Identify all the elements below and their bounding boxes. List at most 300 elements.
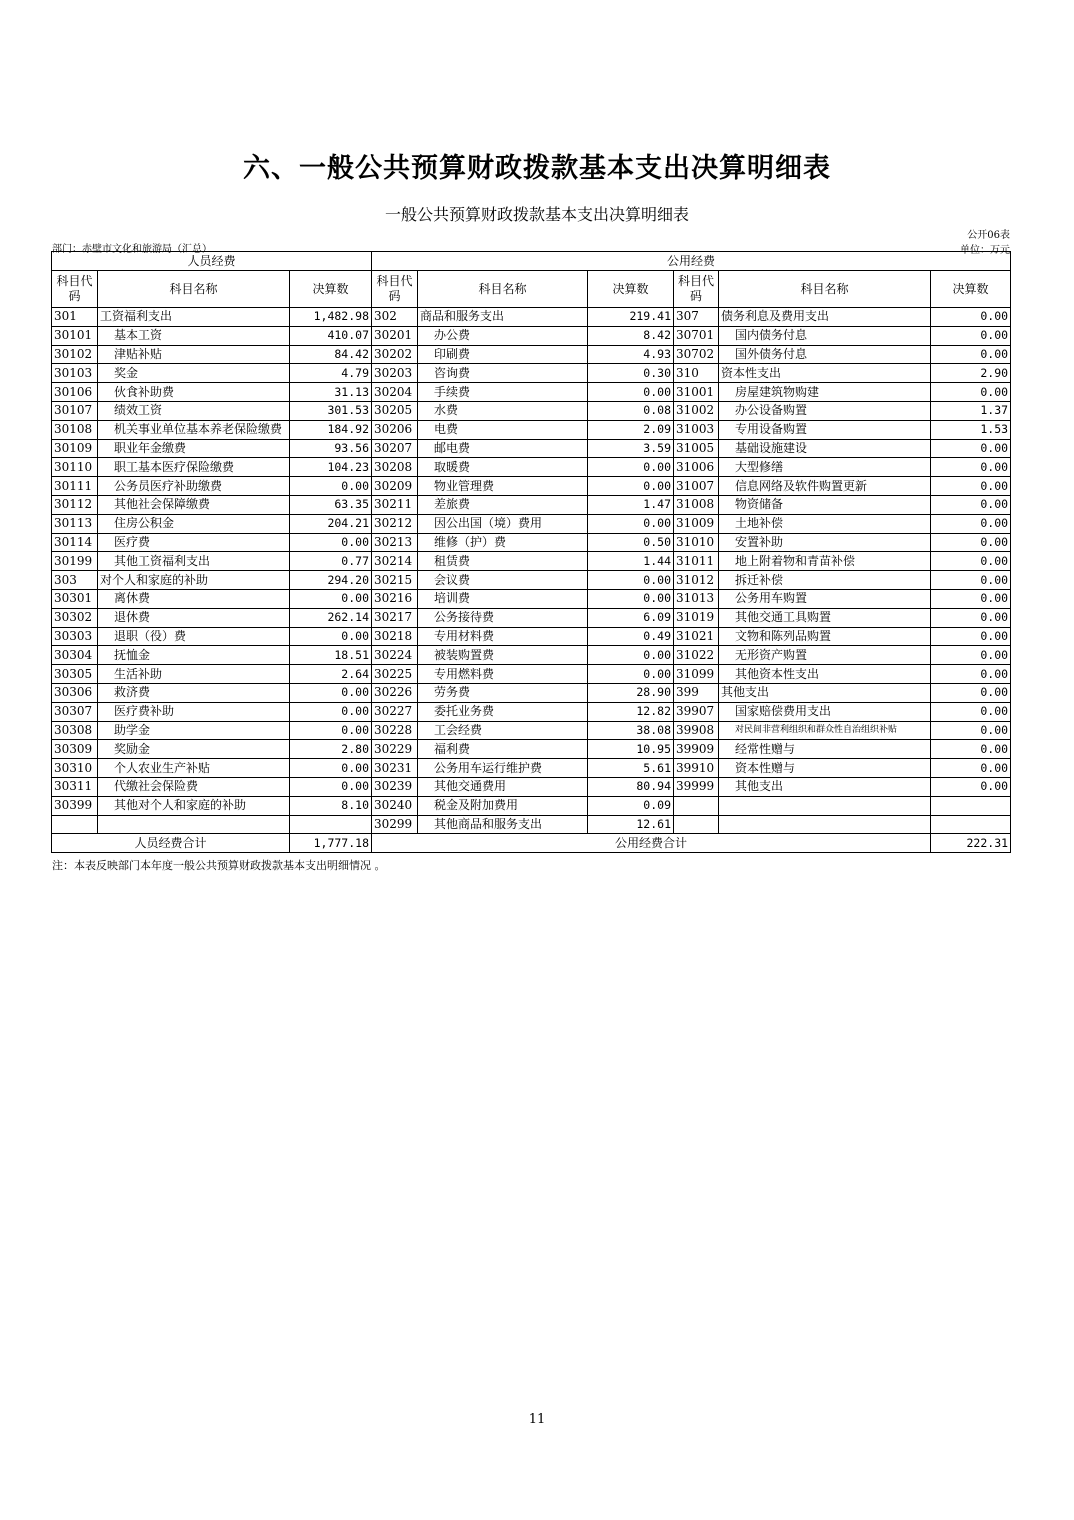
amount-cell: 2.64	[290, 665, 372, 684]
name-cell: 取暖费	[418, 458, 588, 477]
public-total-label: 公用经费合计	[372, 834, 931, 853]
table-row	[52, 401, 1011, 420]
name-cell: 职业年金缴费	[98, 439, 290, 458]
amount-cell: 0.00	[931, 514, 1011, 533]
table-row	[52, 665, 1011, 684]
code-cell: 30304	[52, 646, 98, 665]
amount-cell: 0.30	[588, 364, 674, 383]
code-cell: 31001	[674, 383, 719, 402]
amount-cell: 4.79	[290, 364, 372, 383]
code-cell: 30303	[52, 627, 98, 646]
amount-cell: 0.00	[931, 439, 1011, 458]
amount-cell: 0.00	[588, 458, 674, 477]
name-cell: 房屋建筑物购建	[719, 383, 931, 402]
name-cell: 机关事业单位基本养老保险缴费	[98, 420, 290, 439]
amount-cell	[931, 815, 1011, 834]
code-cell: 30102	[52, 345, 98, 364]
name-cell: 国内债务付息	[719, 326, 931, 345]
amount-cell: 5.61	[588, 759, 674, 778]
amount-cell: 219.41	[588, 308, 674, 327]
code-cell	[52, 815, 98, 834]
code-cell: 30305	[52, 665, 98, 684]
name-cell: 印刷费	[418, 345, 588, 364]
code-cell: 30399	[52, 796, 98, 815]
code-header: 科目代码	[372, 271, 418, 308]
code-cell: 39909	[674, 740, 719, 759]
name-cell: 退职（役）费	[98, 627, 290, 646]
amount-cell: 31.13	[290, 383, 372, 402]
code-cell: 30106	[52, 383, 98, 402]
name-cell: 无形资产购置	[719, 646, 931, 665]
code-cell: 30308	[52, 721, 98, 740]
code-cell: 301	[52, 308, 98, 327]
amount-cell: 0.00	[931, 477, 1011, 496]
code-header: 科目代码	[674, 271, 719, 308]
amount-cell: 0.00	[588, 665, 674, 684]
code-cell: 31007	[674, 477, 719, 496]
code-cell: 30203	[372, 364, 418, 383]
name-cell: 土地补偿	[719, 514, 931, 533]
header-column-row	[52, 271, 1011, 308]
name-cell: 助学金	[98, 721, 290, 740]
name-cell: 拆迁补偿	[719, 571, 931, 590]
amount-cell: 0.00	[588, 646, 674, 665]
code-cell: 303	[52, 571, 98, 590]
name-cell: 离休费	[98, 589, 290, 608]
code-cell: 30226	[372, 683, 418, 702]
name-cell: 伙食补助费	[98, 383, 290, 402]
code-cell: 30306	[52, 683, 98, 702]
amount-cell: 0.00	[931, 383, 1011, 402]
name-cell: 医疗费补助	[98, 702, 290, 721]
name-cell: 专用材料费	[418, 627, 588, 646]
code-cell: 30240	[372, 796, 418, 815]
name-cell: 被装购置费	[418, 646, 588, 665]
name-cell: 经常性赠与	[719, 740, 931, 759]
name-cell: 住房公积金	[98, 514, 290, 533]
code-cell: 31011	[674, 552, 719, 571]
code-cell: 30228	[372, 721, 418, 740]
name-cell	[719, 815, 931, 834]
code-cell: 310	[674, 364, 719, 383]
amount-cell: 0.00	[588, 477, 674, 496]
amount-cell: 0.00	[931, 533, 1011, 552]
table-row	[52, 777, 1011, 796]
amount-cell: 0.00	[290, 477, 372, 496]
name-cell: 其他对个人和家庭的补助	[98, 796, 290, 815]
department-label: 部门：赤壁市文化和旅游局（汇总）	[52, 244, 212, 255]
name-cell: 信息网络及软件购置更新	[719, 477, 931, 496]
code-cell: 30299	[372, 815, 418, 834]
code-cell: 30208	[372, 458, 418, 477]
code-cell: 31008	[674, 495, 719, 514]
name-cell: 其他商品和服务支出	[418, 815, 588, 834]
code-cell: 31012	[674, 571, 719, 590]
personnel-total-value: 1,777.18	[290, 834, 372, 853]
table-row	[52, 345, 1011, 364]
code-cell: 30206	[372, 420, 418, 439]
code-cell: 31005	[674, 439, 719, 458]
amount-cell: 2.80	[290, 740, 372, 759]
amount-cell: 1,482.98	[290, 308, 372, 327]
name-cell: 资本性支出	[719, 364, 931, 383]
code-cell: 30101	[52, 326, 98, 345]
code-cell: 30224	[372, 646, 418, 665]
amount-cell: 1.37	[931, 401, 1011, 420]
code-cell: 30114	[52, 533, 98, 552]
code-cell: 31006	[674, 458, 719, 477]
amount-cell: 0.00	[931, 458, 1011, 477]
code-cell: 31002	[674, 401, 719, 420]
amount-cell: 0.00	[290, 627, 372, 646]
name-cell: 绩效工资	[98, 401, 290, 420]
amount-cell: 0.00	[290, 533, 372, 552]
code-cell: 30309	[52, 740, 98, 759]
name-cell: 债务利息及费用支出	[719, 308, 931, 327]
amount-cell: 0.00	[290, 777, 372, 796]
public-total-value: 222.31	[931, 834, 1011, 853]
table-row	[52, 721, 1011, 740]
code-cell: 30307	[52, 702, 98, 721]
code-cell: 30103	[52, 364, 98, 383]
code-cell: 30227	[372, 702, 418, 721]
code-cell: 30205	[372, 401, 418, 420]
name-cell: 工资福利支出	[98, 308, 290, 327]
amount-cell: 0.00	[931, 683, 1011, 702]
page-number: 11	[528, 1412, 546, 1427]
amount-cell: 12.61	[588, 815, 674, 834]
code-cell: 30701	[674, 326, 719, 345]
table-subtitle: 一般公共预算财政拨款基本支出决算明细表	[384, 205, 689, 224]
public-header: 公用经费	[372, 252, 1011, 271]
amount-cell: 10.95	[588, 740, 674, 759]
personnel-total-label: 人员经费合计	[52, 834, 290, 853]
name-cell: 物业管理费	[418, 477, 588, 496]
name-cell: 资本性赠与	[719, 759, 931, 778]
code-cell: 307	[674, 308, 719, 327]
amount-cell: 0.00	[931, 759, 1011, 778]
amount-cell: 4.93	[588, 345, 674, 364]
amount-cell: 0.00	[290, 589, 372, 608]
code-cell: 302	[372, 308, 418, 327]
totals-row	[52, 834, 1011, 853]
amount-cell: 2.90	[931, 364, 1011, 383]
name-cell: 办公费	[418, 326, 588, 345]
code-cell: 30301	[52, 589, 98, 608]
table-row	[52, 759, 1011, 778]
amount-cell: 0.00	[931, 571, 1011, 590]
table-row	[52, 740, 1011, 759]
code-cell: 30107	[52, 401, 98, 420]
amount-cell: 80.94	[588, 777, 674, 796]
code-cell: 31010	[674, 533, 719, 552]
amount-cell: 0.77	[290, 552, 372, 571]
name-cell: 救济费	[98, 683, 290, 702]
name-cell: 代缴社会保险费	[98, 777, 290, 796]
name-cell: 基本工资	[98, 326, 290, 345]
table-row	[52, 477, 1011, 496]
name-cell: 公务接待费	[418, 608, 588, 627]
amount-header: 决算数	[588, 271, 674, 308]
table-row	[52, 571, 1011, 590]
amount-cell: 0.50	[588, 533, 674, 552]
code-cell: 30218	[372, 627, 418, 646]
amount-header: 决算数	[931, 271, 1011, 308]
table-row	[52, 796, 1011, 815]
code-cell: 30311	[52, 777, 98, 796]
table-row	[52, 589, 1011, 608]
amount-cell: 3.59	[588, 439, 674, 458]
code-header: 科目代码	[52, 271, 98, 308]
amount-cell: 6.09	[588, 608, 674, 627]
name-cell: 奖励金	[98, 740, 290, 759]
amount-cell: 0.00	[931, 345, 1011, 364]
code-cell: 31099	[674, 665, 719, 684]
code-cell: 30112	[52, 495, 98, 514]
name-cell: 其他交通工具购置	[719, 608, 931, 627]
name-cell: 国外债务付息	[719, 345, 931, 364]
name-cell: 委托业务费	[418, 702, 588, 721]
name-cell: 咨询费	[418, 364, 588, 383]
table-row	[52, 364, 1011, 383]
name-cell: 津贴补贴	[98, 345, 290, 364]
code-cell: 39908	[674, 721, 719, 740]
amount-cell: 0.00	[931, 308, 1011, 327]
code-cell	[674, 796, 719, 815]
code-cell: 30199	[52, 552, 98, 571]
name-cell: 其他资本性支出	[719, 665, 931, 684]
name-cell: 电费	[418, 420, 588, 439]
amount-cell: 0.00	[290, 759, 372, 778]
code-cell: 30231	[372, 759, 418, 778]
name-cell: 个人农业生产补贴	[98, 759, 290, 778]
code-cell: 30213	[372, 533, 418, 552]
name-cell: 劳务费	[418, 683, 588, 702]
name-cell: 医疗费	[98, 533, 290, 552]
code-cell: 30110	[52, 458, 98, 477]
table-row	[52, 646, 1011, 665]
amount-cell	[931, 796, 1011, 815]
form-number: 公开06表	[967, 230, 1010, 241]
table-row	[52, 627, 1011, 646]
amount-cell: 0.00	[290, 702, 372, 721]
code-cell: 30111	[52, 477, 98, 496]
code-cell: 30212	[372, 514, 418, 533]
code-cell: 30109	[52, 439, 98, 458]
name-cell: 大型修缮	[719, 458, 931, 477]
header-group-row	[52, 252, 1011, 271]
code-cell: 30113	[52, 514, 98, 533]
table-row	[52, 815, 1011, 834]
name-cell: 福利费	[418, 740, 588, 759]
name-cell: 公务用车购置	[719, 589, 931, 608]
table-row	[52, 702, 1011, 721]
name-cell: 专用燃料费	[418, 665, 588, 684]
name-cell: 对个人和家庭的补助	[98, 571, 290, 590]
code-cell: 30207	[372, 439, 418, 458]
amount-cell: 0.09	[588, 796, 674, 815]
code-cell: 30215	[372, 571, 418, 590]
amount-cell: 294.20	[290, 571, 372, 590]
personnel-header: 人员经费	[52, 252, 372, 271]
amount-cell	[290, 815, 372, 834]
code-cell: 31013	[674, 589, 719, 608]
code-cell: 30216	[372, 589, 418, 608]
name-cell: 基础设施建设	[719, 439, 931, 458]
amount-cell: 0.00	[931, 721, 1011, 740]
code-cell	[674, 815, 719, 834]
unit-label: 单位：万元	[960, 245, 1010, 256]
amount-cell: 301.53	[290, 401, 372, 420]
table-row	[52, 383, 1011, 402]
code-cell: 30225	[372, 665, 418, 684]
name-header: 科目名称	[719, 271, 931, 308]
table-row	[52, 514, 1011, 533]
amount-cell: 0.00	[931, 589, 1011, 608]
code-cell: 39910	[674, 759, 719, 778]
amount-cell: 38.08	[588, 721, 674, 740]
name-cell: 培训费	[418, 589, 588, 608]
code-cell: 39907	[674, 702, 719, 721]
name-cell: 其他支出	[719, 683, 931, 702]
name-cell: 其他工资福利支出	[98, 552, 290, 571]
code-cell: 30211	[372, 495, 418, 514]
code-cell: 30302	[52, 608, 98, 627]
name-cell: 其他支出	[719, 777, 931, 796]
code-cell: 39999	[674, 777, 719, 796]
code-cell: 31009	[674, 514, 719, 533]
amount-cell: 204.21	[290, 514, 372, 533]
amount-cell: 0.00	[931, 665, 1011, 684]
table-row	[52, 608, 1011, 627]
amount-cell: 8.42	[588, 326, 674, 345]
name-cell	[719, 796, 931, 815]
name-cell: 生活补助	[98, 665, 290, 684]
amount-cell: 1.44	[588, 552, 674, 571]
amount-cell: 184.92	[290, 420, 372, 439]
code-cell: 31022	[674, 646, 719, 665]
name-cell: 水费	[418, 401, 588, 420]
code-cell: 31019	[674, 608, 719, 627]
amount-cell: 0.00	[931, 627, 1011, 646]
code-cell: 30702	[674, 345, 719, 364]
table-row	[52, 683, 1011, 702]
amount-cell: 0.49	[588, 627, 674, 646]
amount-cell: 0.00	[931, 777, 1011, 796]
amount-cell: 28.90	[588, 683, 674, 702]
footnote: 注：本表反映部门本年度一般公共预算财政拨款基本支出明细情况 。	[52, 859, 386, 872]
amount-cell: 410.07	[290, 326, 372, 345]
amount-cell: 0.00	[931, 326, 1011, 345]
code-cell: 30239	[372, 777, 418, 796]
amount-cell: 0.00	[290, 683, 372, 702]
name-cell: 手续费	[418, 383, 588, 402]
amount-cell: 0.00	[931, 740, 1011, 759]
amount-cell: 0.00	[588, 571, 674, 590]
code-cell: 30201	[372, 326, 418, 345]
name-cell: 办公设备购置	[719, 401, 931, 420]
amount-cell: 84.42	[290, 345, 372, 364]
name-cell: 抚恤金	[98, 646, 290, 665]
name-cell: 职工基本医疗保险缴费	[98, 458, 290, 477]
code-cell: 30217	[372, 608, 418, 627]
name-cell: 公务用车运行维护费	[418, 759, 588, 778]
code-cell: 30229	[372, 740, 418, 759]
name-cell: 商品和服务支出	[418, 308, 588, 327]
name-cell: 其他社会保障缴费	[98, 495, 290, 514]
code-cell: 30310	[52, 759, 98, 778]
name-cell: 维修（护）费	[418, 533, 588, 552]
name-cell: 退休费	[98, 608, 290, 627]
name-cell: 对民间非营利组织和群众性自治组织补贴	[719, 721, 931, 740]
table-row	[52, 326, 1011, 345]
name-cell: 税金及附加费用	[418, 796, 588, 815]
code-cell: 30214	[372, 552, 418, 571]
code-cell: 30209	[372, 477, 418, 496]
amount-cell: 8.10	[290, 796, 372, 815]
code-cell: 30204	[372, 383, 418, 402]
amount-cell: 0.00	[588, 514, 674, 533]
table-row	[52, 439, 1011, 458]
amount-cell: 0.00	[290, 721, 372, 740]
name-cell: 邮电费	[418, 439, 588, 458]
amount-header: 决算数	[290, 271, 372, 308]
name-cell: 会议费	[418, 571, 588, 590]
table-row	[52, 420, 1011, 439]
name-cell: 国家赔偿费用支出	[719, 702, 931, 721]
code-cell: 30108	[52, 420, 98, 439]
name-cell: 因公出国（境）费用	[418, 514, 588, 533]
table-row	[52, 552, 1011, 571]
amount-cell: 0.00	[588, 589, 674, 608]
name-cell: 奖金	[98, 364, 290, 383]
amount-cell: 0.00	[931, 702, 1011, 721]
name-cell: 专用设备购置	[719, 420, 931, 439]
name-cell: 文物和陈列品购置	[719, 627, 931, 646]
name-header: 科目名称	[98, 271, 290, 308]
amount-cell: 63.35	[290, 495, 372, 514]
amount-cell: 0.00	[931, 646, 1011, 665]
amount-cell: 18.51	[290, 646, 372, 665]
amount-cell: 2.09	[588, 420, 674, 439]
name-header: 科目名称	[418, 271, 588, 308]
amount-cell: 0.00	[931, 608, 1011, 627]
name-cell: 差旅费	[418, 495, 588, 514]
name-cell	[98, 815, 290, 834]
table-row	[52, 458, 1011, 477]
amount-cell: 1.53	[931, 420, 1011, 439]
name-cell: 租赁费	[418, 552, 588, 571]
code-cell: 399	[674, 683, 719, 702]
amount-cell: 0.00	[931, 552, 1011, 571]
expenditure-table	[51, 251, 1011, 853]
amount-cell: 262.14	[290, 608, 372, 627]
amount-cell: 0.00	[931, 495, 1011, 514]
amount-cell: 104.23	[290, 458, 372, 477]
amount-cell: 0.00	[588, 383, 674, 402]
amount-cell: 1.47	[588, 495, 674, 514]
name-cell: 地上附着物和青苗补偿	[719, 552, 931, 571]
code-cell: 31021	[674, 627, 719, 646]
name-cell: 安置补助	[719, 533, 931, 552]
table-row	[52, 308, 1011, 327]
table-row	[52, 533, 1011, 552]
code-cell: 31003	[674, 420, 719, 439]
name-cell: 物资储备	[719, 495, 931, 514]
name-cell: 公务员医疗补助缴费	[98, 477, 290, 496]
code-cell: 30202	[372, 345, 418, 364]
name-cell: 工会经费	[418, 721, 588, 740]
